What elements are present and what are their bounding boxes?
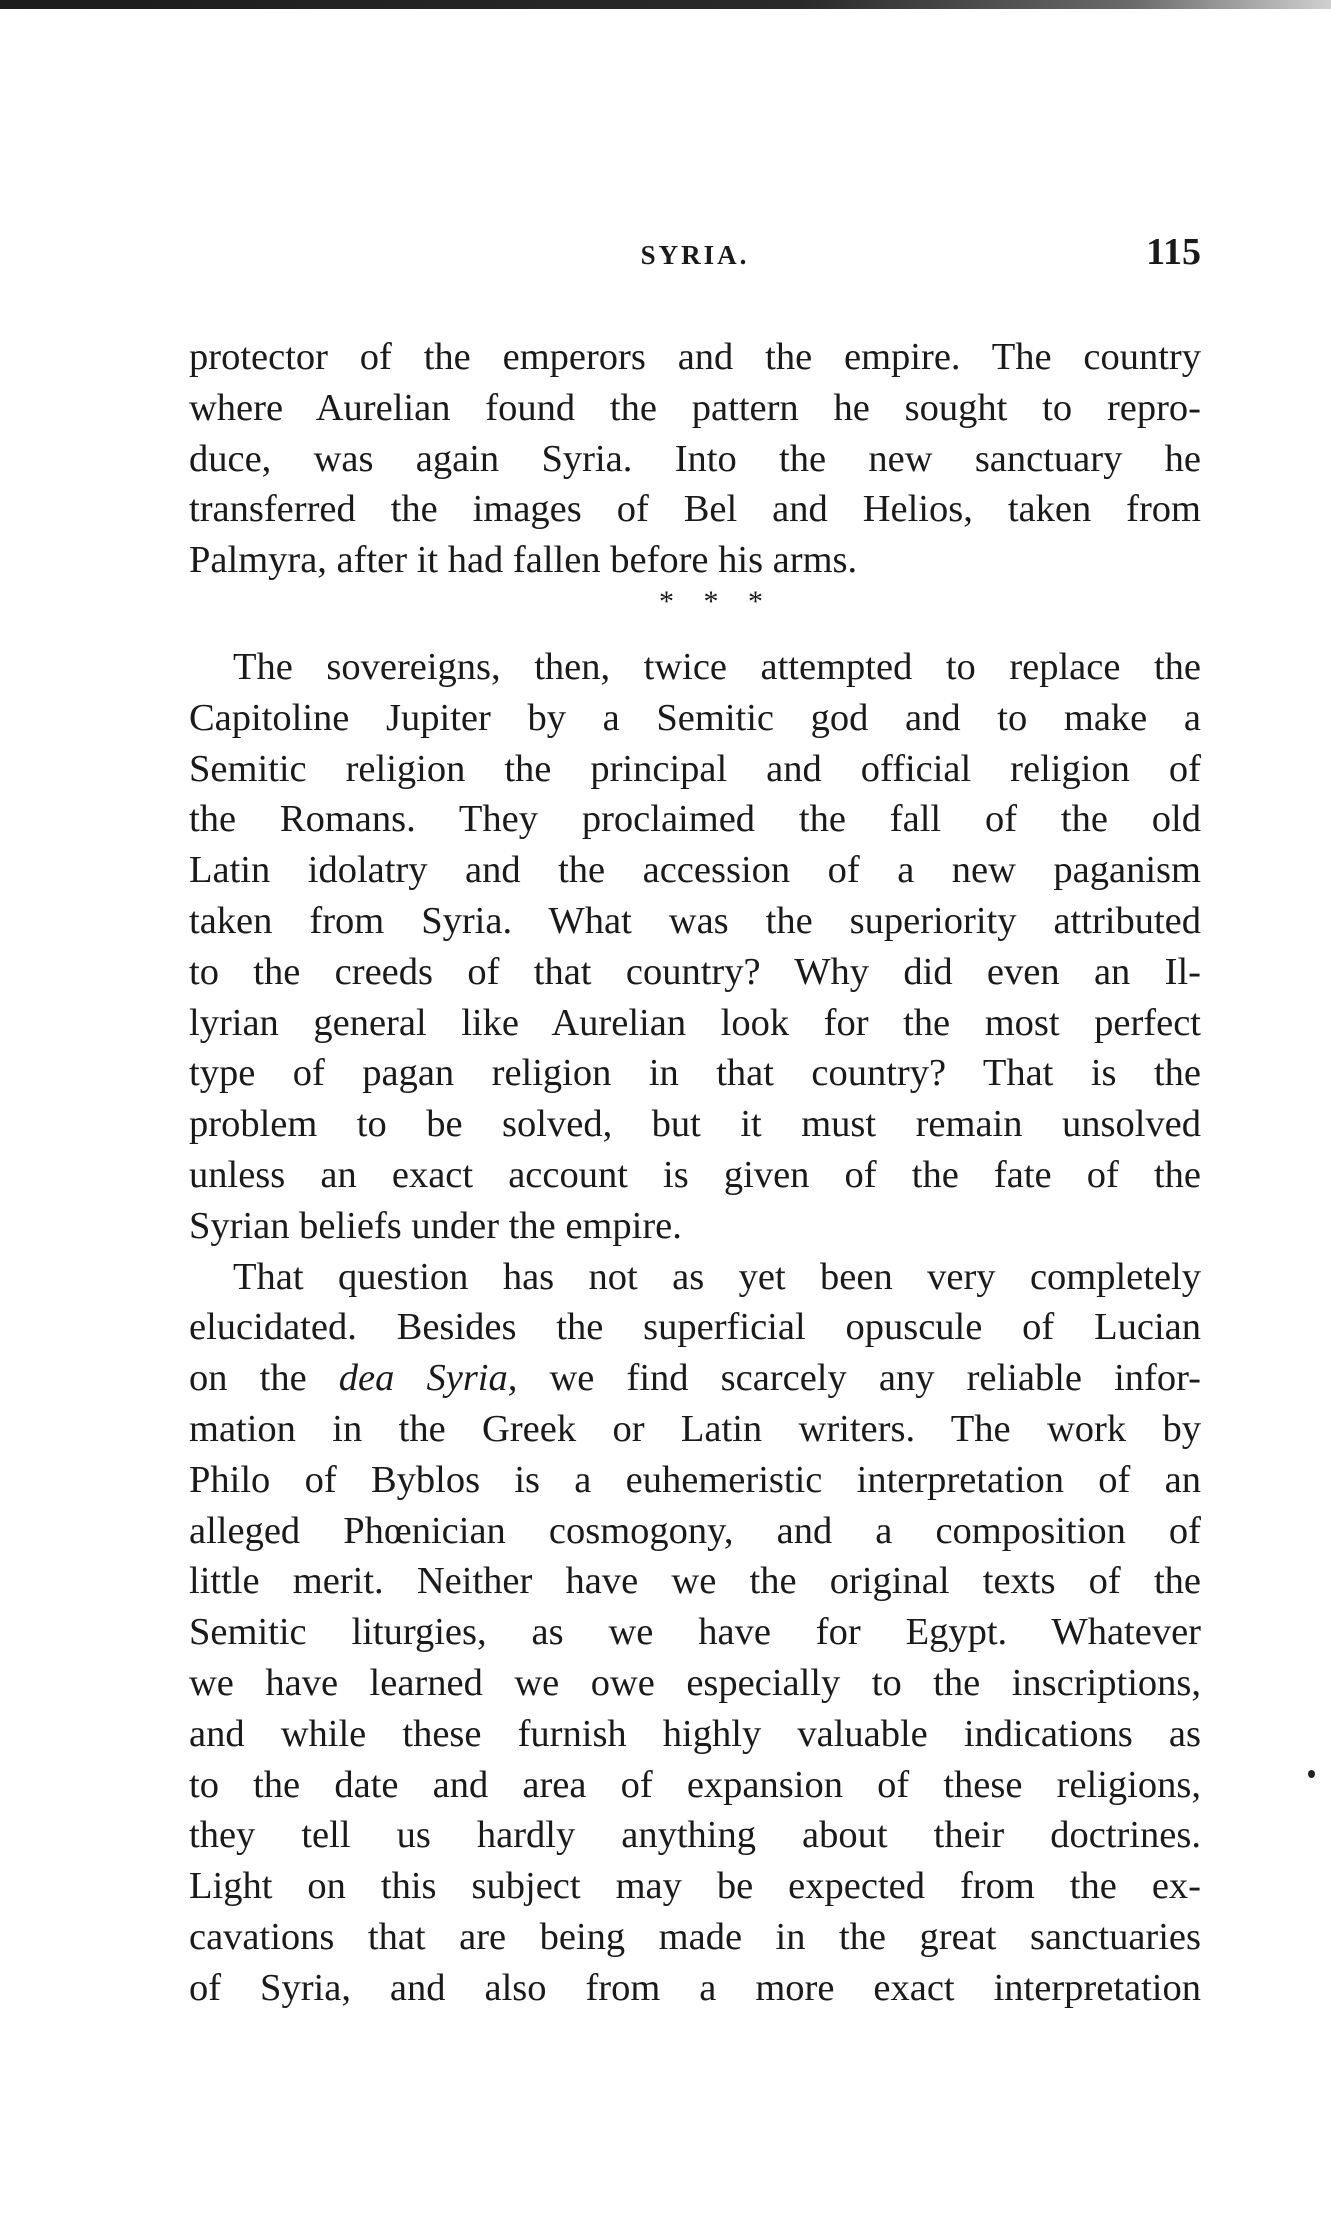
text-line: alleged Phœnician cosmogony, and a composition of: [189, 1509, 1201, 1552]
text-line: taken from Syria. What was the superiority attributed: [189, 899, 1201, 942]
text-line: and while these furnish highly valuable indications as: [189, 1712, 1201, 1755]
text-line: Semitic liturgies, as we have for Egypt. Whatever: [189, 1611, 1201, 1654]
text-line: Capitoline Jupiter by a Semitic god and to make a: [189, 696, 1201, 739]
text-line: to the creeds of that country? Why did even an Il-: [189, 950, 1201, 993]
text-line: lyrian general like Aurelian look for the most perfect: [189, 1001, 1201, 1044]
text-line: Palmyra, after it had fallen before his arms.: [189, 539, 858, 582]
ink-speck: [1308, 1770, 1315, 1778]
text-line: unless an exact account is given of the fate of the: [189, 1153, 1201, 1196]
text-line: duce, was again Syria. Into the new sanctuary he: [189, 437, 1201, 480]
page-number: 115: [1146, 231, 1201, 273]
text-line: problem to be solved, but it must remain unsolved: [189, 1103, 1201, 1146]
text-line: the Romans. They proclaimed the fall of the old: [189, 798, 1201, 841]
text-line: cavations that are being made in the great sanctuaries: [189, 1915, 1201, 1958]
text-line: of Syria, and also from a more exact interpretation: [189, 1966, 1201, 2009]
italic-title: dea Syria,: [338, 1357, 518, 1400]
running-title: SYRIA.: [640, 240, 750, 270]
text-line: to the date and area of expansion of these religions,: [189, 1763, 1201, 1806]
section-gap: [189, 624, 1201, 642]
text-line: Philo of Byblos is a euhemeristic interpretation of an: [189, 1458, 1201, 1501]
body-text: [189, 332, 1201, 2014]
text-line: mation in the Greek or Latin writers. The work by: [189, 1407, 1201, 1450]
paragraph-3: [189, 1252, 1201, 2014]
text-line: Syrian beliefs under the empire.: [189, 1204, 682, 1247]
text-line italic-line: on the dea Syria, we find scarcely any reliable infor-: [189, 1357, 1202, 1400]
section-break-asterism: * * *: [659, 584, 763, 618]
paragraph-1: [189, 332, 1201, 586]
text-line: type of pagan religion in that country? That is the: [189, 1052, 1201, 1095]
text-line: little merit. Neither have we the original texts of the: [189, 1560, 1201, 1603]
text-line: transferred the images of Bel and Helios, taken from: [189, 488, 1201, 531]
text-line: Light on this subject may be expected from the ex-: [189, 1865, 1201, 1908]
paragraph-2: [189, 642, 1201, 1252]
text-line: Semitic religion the principal and official religion of: [189, 747, 1201, 790]
text-line: The sovereigns, then, twice attempted to replace the: [233, 645, 1201, 688]
text-line: elucidated. Besides the superficial opuscule of Lucian: [189, 1306, 1201, 1349]
text-line: That question has not as yet been very completely: [233, 1255, 1201, 1298]
text-line: we have learned we owe especially to the inscriptions,: [189, 1661, 1201, 1704]
running-head: [189, 230, 1201, 280]
text-line: they tell us hardly anything about their doctrines.: [189, 1814, 1201, 1857]
text-line: Latin idolatry and the accession of a new paganism: [189, 849, 1201, 892]
top-edge-rule: [0, 0, 1331, 9]
text-line: where Aurelian found the pattern he sought to repro-: [189, 386, 1201, 429]
text-line: protector of the emperors and the empire. The country: [189, 336, 1201, 378]
